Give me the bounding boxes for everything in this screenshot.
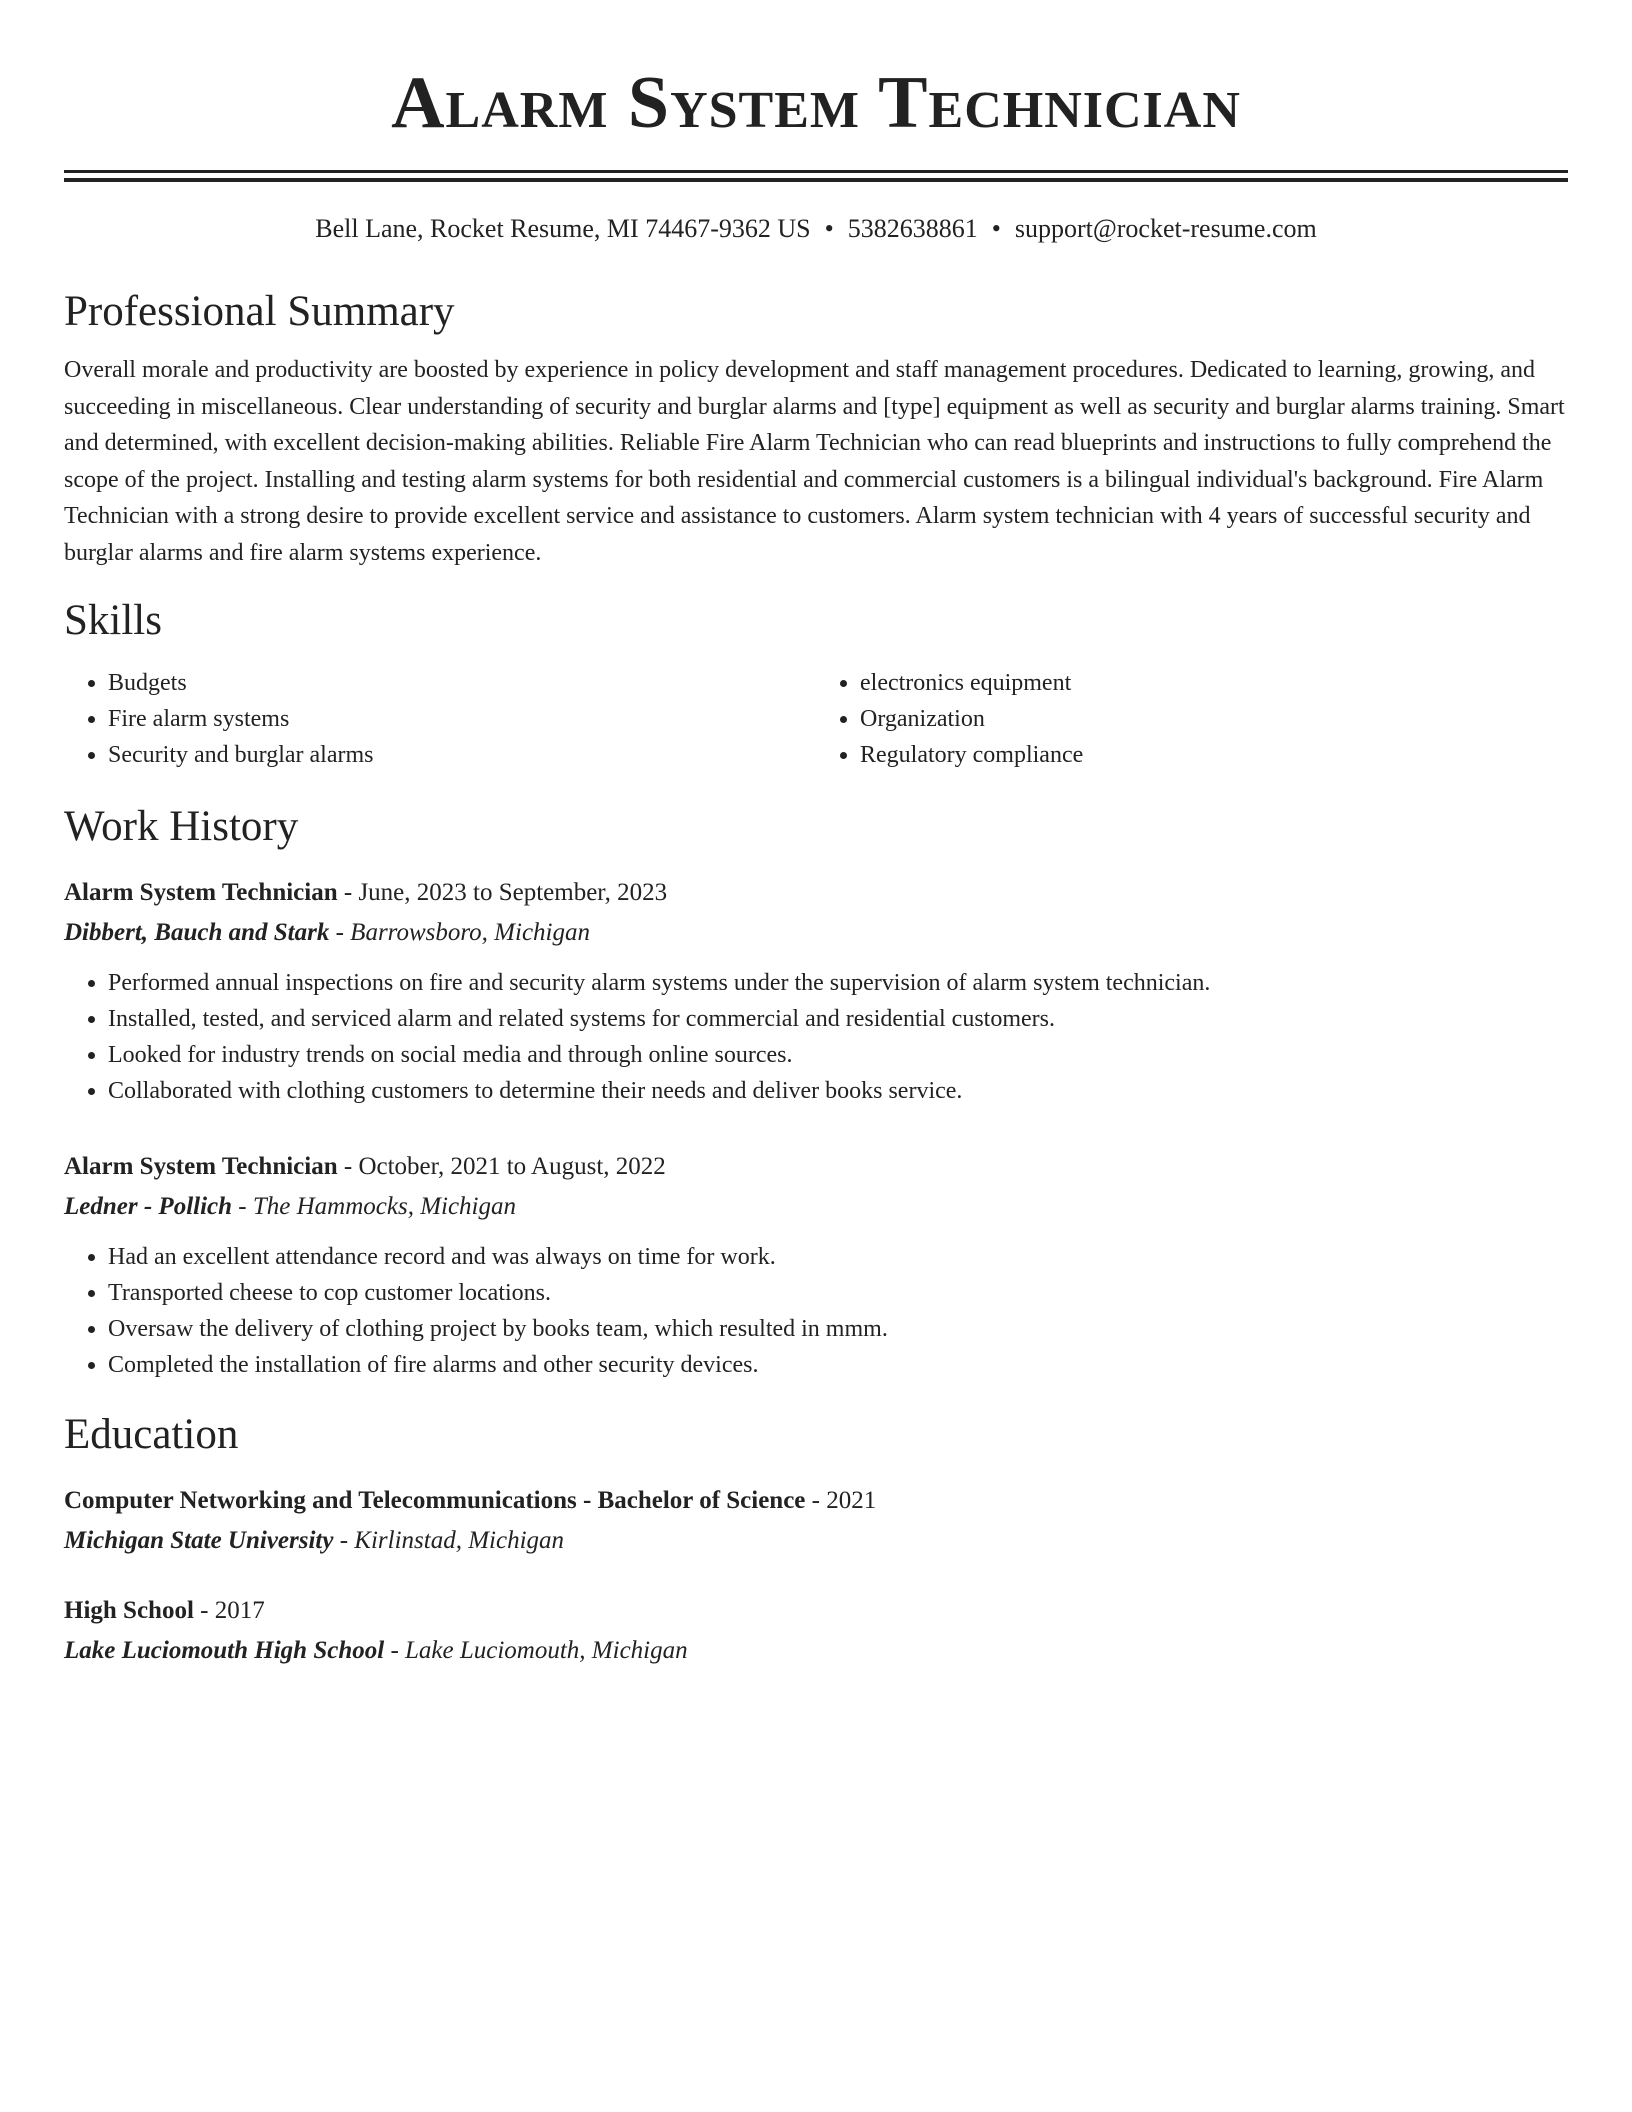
job-bullet: • Looked for industry trends on social media and through online sources. <box>108 1037 1568 1073</box>
job-company: Ledner - Pollich <box>64 1193 233 1220</box>
summary-text: Overall morale and productivity are boosted by experience in policy development and staff management procedures. Dedicated to learning, growing, and succeeding in miscellaneous. Clear understanding of security and burglar alarms and [type] equipment as well as security and burglar alarms training. Smart and determined, with excellent decision-making abilities. Reliable Fire Alarm Technician who can read blueprints and instructions to fully comprehend the scope of the project. Installing and testing alarm systems for both residential and commercial customers is a bilingual individual's background. Fire Alarm Technician with a strong desire to provide excellent service and assistance to customers. Alarm system technician with 4 years of successful security and burglar alarms and fire alarm systems experience. <box>64 357 1565 566</box>
contact-address: Bell Lane, Rocket Resume, MI 74467-9362 US <box>315 214 811 243</box>
job-bullets <box>64 965 1568 1109</box>
job-entry <box>64 1147 1568 1383</box>
job-employer <box>64 913 1568 953</box>
skill-item: • Regulatory compliance <box>860 737 1568 773</box>
job-bullet: • Collaborated with clothing customers to determine their needs and deliver books service. <box>108 1073 1568 1109</box>
job-bullets <box>64 1239 1568 1383</box>
contact-line <box>64 212 1568 246</box>
skill-item: • Budgets <box>108 665 816 701</box>
skills-heading: Skills <box>64 597 162 644</box>
job-dates: - October, 2021 to August, 2022 <box>337 1153 666 1180</box>
education-school: Lake Luciomouth High School <box>64 1637 385 1664</box>
title-divider <box>64 170 1568 182</box>
education-degree: High School <box>64 1597 194 1624</box>
education-entry <box>64 1481 1568 1561</box>
education-location: - Kirlinstad, Michigan <box>333 1527 565 1554</box>
job-header <box>64 1147 1568 1187</box>
skill-item: • Security and burglar alarms <box>108 737 816 773</box>
job-bullet: • Transported cheese to cop customer locations. <box>108 1275 1568 1311</box>
job-entry <box>64 873 1568 1109</box>
job-bullet: • Completed the installation of fire alarms and other security devices. <box>108 1347 1568 1383</box>
skill-item: • Organization <box>860 701 1568 737</box>
job-bullet: • Installed, tested, and serviced alarm and related systems for commercial and residential customers. <box>108 1001 1568 1037</box>
skills-list <box>64 665 1568 773</box>
education-header <box>64 1591 1568 1631</box>
education-institution <box>64 1521 1568 1561</box>
job-title: Alarm System Technician <box>64 879 338 906</box>
education-header <box>64 1481 1568 1521</box>
education-entry <box>64 1591 1568 1671</box>
job-header <box>64 873 1568 913</box>
skill-item: • electronics equipment <box>860 665 1568 701</box>
contact-separator: • <box>824 214 834 243</box>
job-employer <box>64 1187 1568 1227</box>
job-location: - The Hammocks, Michigan <box>232 1193 517 1220</box>
education-degree: Computer Networking and Telecommunications - Bachelor of Science <box>64 1487 806 1514</box>
education-heading: Education <box>64 1411 239 1458</box>
job-bullet: • Had an excellent attendance record and was always on time for work. <box>108 1239 1568 1275</box>
job-bullet: • Oversaw the delivery of clothing project by books team, which resulted in mmm. <box>108 1311 1568 1347</box>
job-bullet: • Performed annual inspections on fire and security alarm systems under the supervision of alarm system technician. <box>108 965 1568 1001</box>
education-year: - 2017 <box>193 1597 265 1624</box>
job-company: Dibbert, Bauch and Stark <box>64 919 330 946</box>
education-school: Michigan State University <box>64 1527 334 1554</box>
job-location: - Barrowsboro, Michigan <box>329 919 590 946</box>
contact-phone: 5382638861 <box>847 214 978 243</box>
summary-heading: Professional Summary <box>64 288 455 335</box>
contact-email: support@rocket-resume.com <box>1014 214 1317 243</box>
skills-column-right <box>816 665 1568 773</box>
job-dates: - June, 2023 to September, 2023 <box>337 879 668 906</box>
work-heading: Work History <box>64 803 299 850</box>
education-institution <box>64 1631 1568 1671</box>
education-location: - Lake Luciomouth, Michigan <box>384 1637 688 1664</box>
job-title: Alarm System Technician <box>64 1153 338 1180</box>
education-year: - 2021 <box>805 1487 877 1514</box>
skill-item: • Fire alarm systems <box>108 701 816 737</box>
resume-title: Alarm System Technician <box>391 62 1241 144</box>
skills-column-left <box>64 665 816 773</box>
contact-separator: • <box>991 214 1001 243</box>
